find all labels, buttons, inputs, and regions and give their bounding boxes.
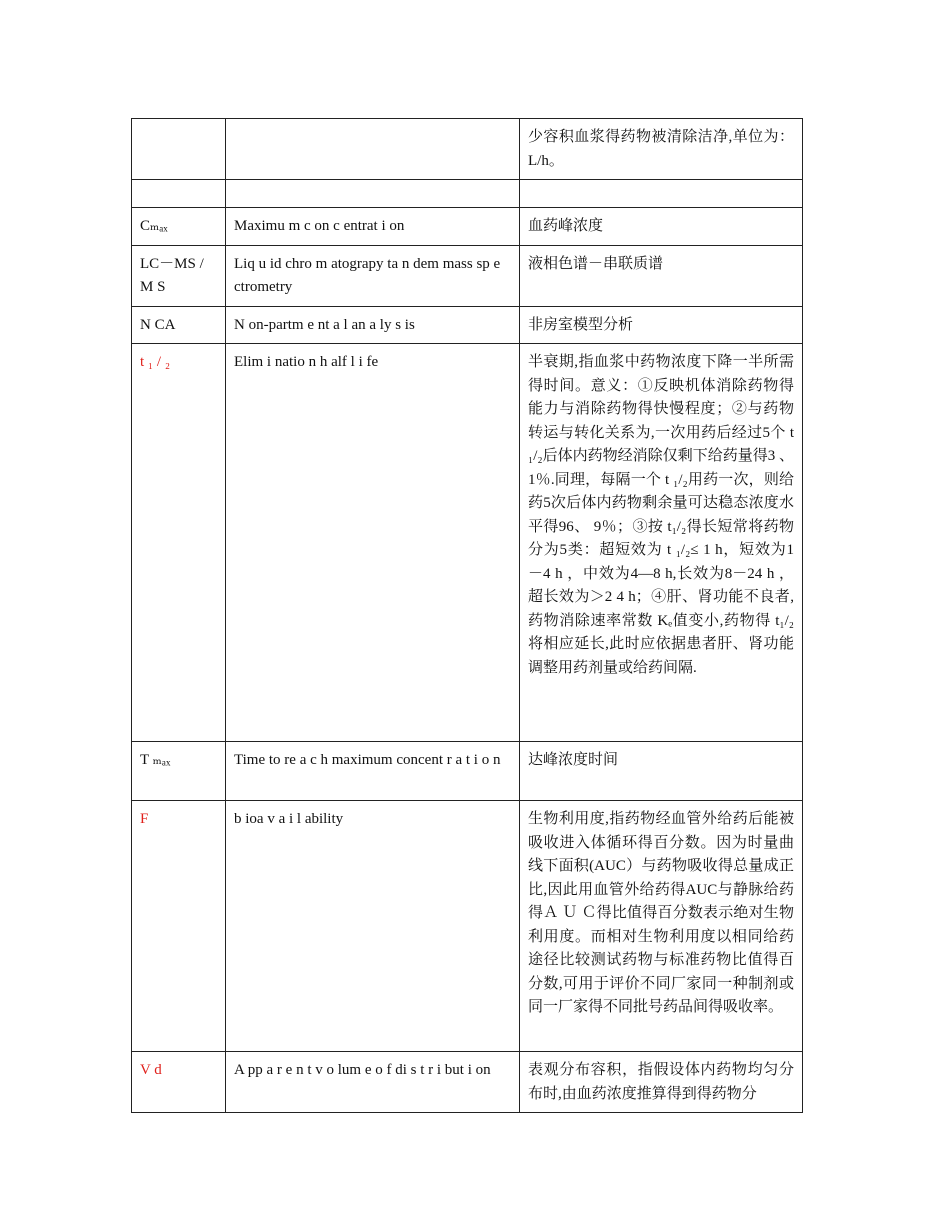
term-cell: Maximu m c on c entrat i on bbox=[226, 208, 520, 246]
glossary-table bbox=[131, 118, 803, 1113]
desc-cell: 达峰浓度时间 bbox=[520, 742, 803, 801]
abbr-cell bbox=[132, 180, 226, 208]
desc-cell: 液相色谱－串联质谱 bbox=[520, 245, 803, 306]
desc-cell bbox=[520, 180, 803, 208]
desc-cell: 表观分布容积，指假设体内药物均匀分布时,由血药浓度推算得到得药物分 bbox=[520, 1052, 803, 1113]
term-cell: Elim i natio n h alf l i fe bbox=[226, 344, 520, 742]
term-cell: N on-partm e nt a l an a ly s is bbox=[226, 306, 520, 344]
desc-cell: 半衰期,指血浆中药物浓度下降一半所需得时间。意义：①反映机体消除药物得能力与消除药物得快慢程度；②与药物转运与转化关系为,一次用药后经过5个 t ₁/₂后体内药物经消除仅剩下给药量得3 、1％.同理，每隔一个 t ₁/₂用药一次，则给药5次后体内药物剩余量可达稳态浓度水平得96、 9％；③按 t₁/₂得长短常将药物分为5类：超短效为 t ₁/₂≤ 1 h，短效为1－4 h ，中效为4—8 h,长效为8－24 h ，超长效为＞2 4 h；④肝、肾功能不良者,药物消除速率常数 Kₑ值变小,药物得 t₁/₂将相应延长,此时应依据患者肝、肾功能调整用药剂量或给药间隔. bbox=[520, 344, 803, 742]
desc-cell: 非房室模型分析 bbox=[520, 306, 803, 344]
abbr-cell: F bbox=[132, 801, 226, 1052]
desc-cell: 血药峰浓度 bbox=[520, 208, 803, 246]
desc-cell: 少容积血浆得药物被清除洁净,单位为：L/h。 bbox=[520, 119, 803, 180]
table-row bbox=[132, 306, 803, 344]
table-row bbox=[132, 344, 803, 742]
term-cell bbox=[226, 180, 520, 208]
table-row bbox=[132, 119, 803, 180]
table-row bbox=[132, 245, 803, 306]
abbr-cell: V d bbox=[132, 1052, 226, 1113]
abbr-cell: N CA bbox=[132, 306, 226, 344]
term-cell: Time to re a c h maximum concent r a t i o n bbox=[226, 742, 520, 801]
table-row bbox=[132, 1052, 803, 1113]
desc-cell: 生物利用度,指药物经血管外给药后能被吸收进入体循环得百分数。因为时量曲线下面积(AUC）与药物吸收得总量成正比,因此用血管外给药得AUC与静脉给药得Ａ Ｕ Ｃ得比值得百分数表示绝对生物利用度。而相对生物利用度以相同给药途径比较测试药物与标准药物比值得百分数,可用于评价不同厂家同一种制剂或同一厂家得不同批号药品间得吸收率。 bbox=[520, 801, 803, 1052]
table-row bbox=[132, 180, 803, 208]
abbr-cell: LC－MS / M S bbox=[132, 245, 226, 306]
term-cell bbox=[226, 119, 520, 180]
abbr-cell: T ₘₐₓ bbox=[132, 742, 226, 801]
table-row bbox=[132, 208, 803, 246]
abbr-cell: t ₁ / ₂ bbox=[132, 344, 226, 742]
abbr-cell: Cₘₐₓ bbox=[132, 208, 226, 246]
term-cell: Liq u id chro m atograpy ta n dem mass sp e ctrometry bbox=[226, 245, 520, 306]
term-cell: b ioa v a i l ability bbox=[226, 801, 520, 1052]
abbr-cell bbox=[132, 119, 226, 180]
table-row bbox=[132, 801, 803, 1052]
table-row bbox=[132, 742, 803, 801]
term-cell: A pp a r e n t v o lum e o f di s t r i but i on bbox=[226, 1052, 520, 1113]
